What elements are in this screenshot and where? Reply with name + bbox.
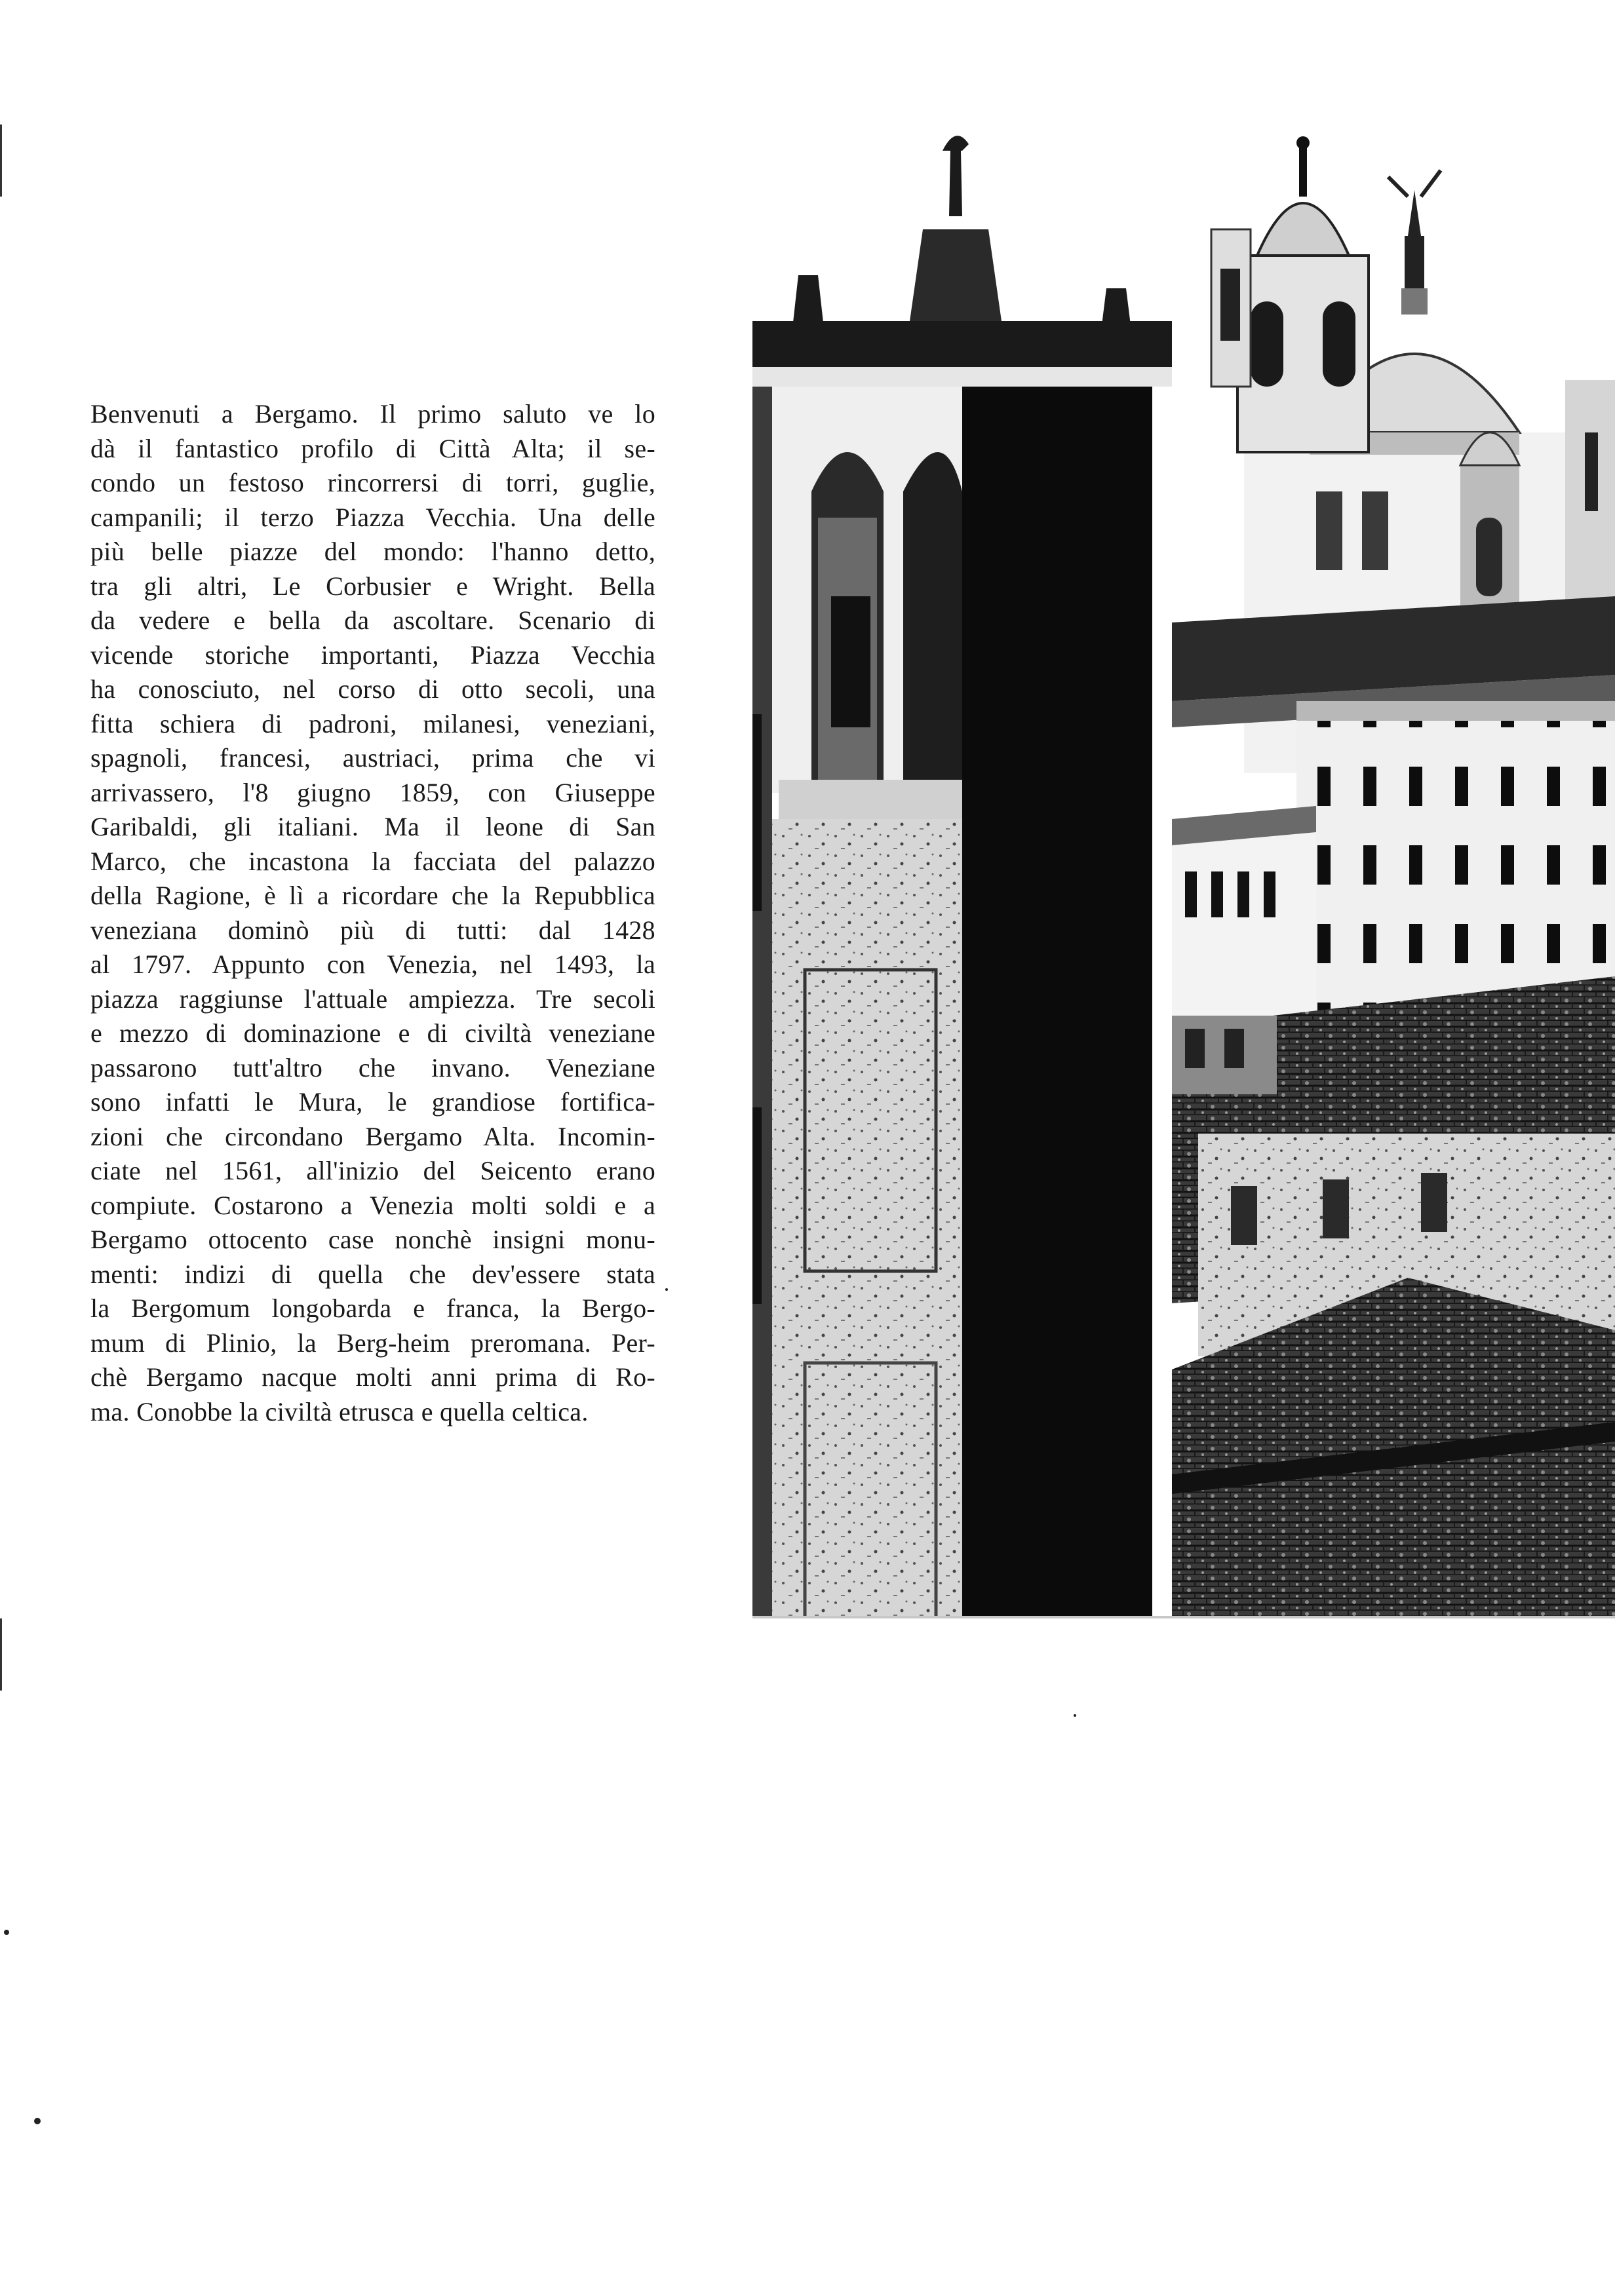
text-line: dà il fantastico profilo di Città Alta; il se- [90,433,655,463]
text-line: chè Bergamo nacque molti anni prima di Ro- [90,1362,655,1392]
text-line: campanili; il terzo Piazza Vecchia. Una delle [90,502,655,532]
scan-edge-mark [0,1618,2,1691]
tiled-roofs [1159,976,1615,1618]
text-line: zioni che circondano Bergamo Alta. Incomin- [90,1121,655,1151]
text-line: ma. Conobbe la civiltà etrusca e quella celtica. [90,1396,589,1426]
text-line: condo un festoso rincorrersi di torri, guglie, [90,468,655,497]
text-line: ha conosciuto, nel corso di otto secoli, una [90,674,655,704]
text-line: Garibaldi, gli italiani. Ma il leone di San [90,812,655,841]
bell-tower [752,124,1172,1618]
text-line: arrivassero, l'8 giugno 1859, con Giuseppe [90,777,655,807]
scan-edge-mark [0,124,2,197]
text-line: spagnoli, francesi, austriaci, prima che vi [90,743,655,773]
text-line: compiute. Costarono a Venezia molti soldi e a [90,1190,655,1220]
text-line: Benvenuti a Bergamo. Il primo saluto ve lo [90,399,655,429]
scan-speck [34,2118,41,2124]
scan-speck [4,1930,9,1935]
scan-speck [665,1288,668,1291]
text-line: e mezzo di dominazione e di civiltà veneziane [90,1018,655,1048]
text-line: sono infatti le Mura, le grandiose fortifica- [90,1087,655,1117]
text-line: Marco, che incastona la facciata del palazzo [90,846,655,876]
text-line: veneziana dominò più di tutti: dal 1428 [90,915,655,945]
text-line: fitta schiera di padroni, milanesi, veneziani, [90,708,655,738]
photograph [752,124,1615,1618]
text-line: più belle piazze del mondo: l'hanno detto, [90,537,655,566]
text-line: piazza raggiunse l'attuale ampiezza. Tre secoli [90,984,655,1014]
text-line: ciate nel 1561, all'inizio del Seicento erano [90,1156,655,1185]
text-line: mum di Plinio, la Berg-heim preromana. Per- [90,1328,655,1358]
text-line: vicende storiche importanti, Piazza Vecchia [90,640,655,670]
text-line: tra gli altri, Le Corbusier e Wright. Bella [90,571,655,601]
text-line: Bergamo ottocento case nonchè insigni monu- [90,1225,655,1254]
text-line: della Ragione, è lì a ricordare che la Repubblica [90,881,655,910]
text-line: menti: indizi di quella che dev'essere stata [90,1259,655,1289]
text-line: al 1797. Appunto con Venezia, nel 1493, la [90,949,655,979]
scan-speck [1074,1714,1076,1717]
article-text [90,397,655,1429]
text-line: la Bergomum longobarda e franca, la Bergo- [90,1293,655,1323]
text-line: da vedere e bella da ascoltare. Scenario di [90,605,655,635]
text-line: passarono tutt'altro che invano. Veneziane [90,1052,655,1082]
